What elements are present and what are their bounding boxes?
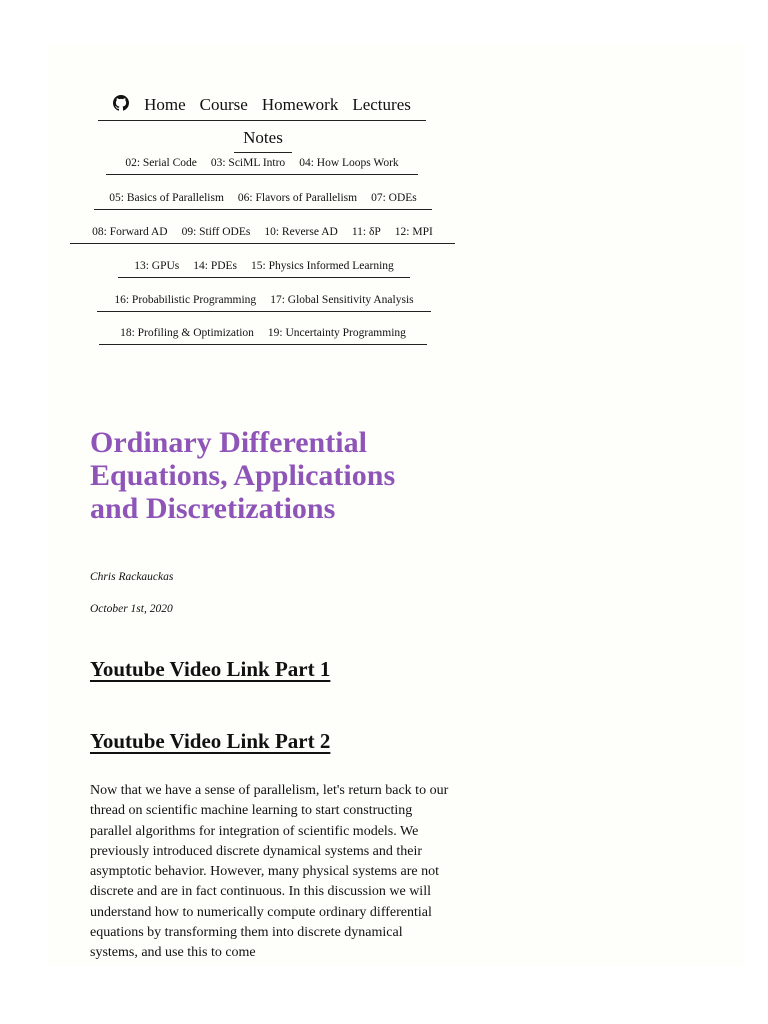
lecture-link[interactable]: 16: Probabilistic Programming <box>114 294 257 306</box>
lecture-link[interactable]: 09: Stiff ODEs <box>181 226 251 238</box>
main-nav <box>98 90 426 121</box>
lecture-link[interactable]: 10: Reverse AD <box>264 226 338 238</box>
github-icon <box>113 95 129 111</box>
nav-homework[interactable]: Homework <box>261 95 339 114</box>
lecture-link[interactable]: 04: How Loops Work <box>299 157 399 169</box>
lecture-row-6 <box>99 322 427 345</box>
lecture-row-3 <box>70 221 455 244</box>
lecture-link[interactable]: 14: PDEs <box>193 260 238 272</box>
lecture-link[interactable]: 12: MPI <box>394 226 433 238</box>
lecture-row-4 <box>118 255 410 278</box>
lecture-row-5 <box>97 289 431 312</box>
lecture-link[interactable]: 17: Global Sensitivity Analysis <box>270 294 414 306</box>
author: Chris Rackauckas <box>90 571 174 583</box>
nav-home[interactable]: Home <box>144 95 186 114</box>
lecture-link[interactable]: 08: Forward AD <box>92 226 168 238</box>
video-link-part-1[interactable]: Youtube Video Link Part 1 <box>90 657 331 681</box>
nav-lectures[interactable]: Lectures <box>352 95 411 114</box>
lecture-link[interactable]: 05: Basics of Parallelism <box>109 192 224 204</box>
lecture-link[interactable]: 06: Flavors of Parallelism <box>237 192 358 204</box>
lecture-link[interactable]: 02: Serial Code <box>125 157 197 169</box>
lecture-link[interactable]: 15: Physics Informed Learning <box>251 260 394 272</box>
lecture-row-2 <box>94 187 432 210</box>
page-title: Ordinary Differential Equations, Applications and Discretizations <box>90 426 396 525</box>
lecture-link[interactable]: 07: ODEs <box>371 192 417 204</box>
nav-course[interactable]: Course <box>199 95 248 114</box>
intro-paragraph: Now that we have a sense of parallelism, let's return back to our thread on scientific machine learning to start constructing parallel algorithms for integration of scientific models. We previously introduced discrete dynamical systems and their asymptotic behavior. However, many physical systems are not discrete and are in fact continuous. In this discussion we will understand how to numerically compute ordinary differential equations by transforming them into discrete dynamical systems, and use this to come <box>90 783 449 961</box>
github-link[interactable] <box>113 95 135 116</box>
date: October 1st, 2020 <box>90 603 173 615</box>
lecture-link[interactable]: 19: Uncertainty Programming <box>267 327 406 339</box>
lecture-row-1 <box>106 152 418 175</box>
nav-notes-wrapper <box>234 128 292 153</box>
page-container <box>48 44 744 966</box>
lecture-link[interactable]: 03: SciML Intro <box>210 157 286 169</box>
nav-notes[interactable]: Notes <box>243 128 283 147</box>
lecture-link[interactable]: 18: Profiling & Optimization <box>120 327 254 339</box>
video-link-part-2[interactable]: Youtube Video Link Part 2 <box>90 729 331 753</box>
lecture-link[interactable]: 11: δP <box>351 226 381 238</box>
lecture-link[interactable]: 13: GPUs <box>134 260 180 272</box>
